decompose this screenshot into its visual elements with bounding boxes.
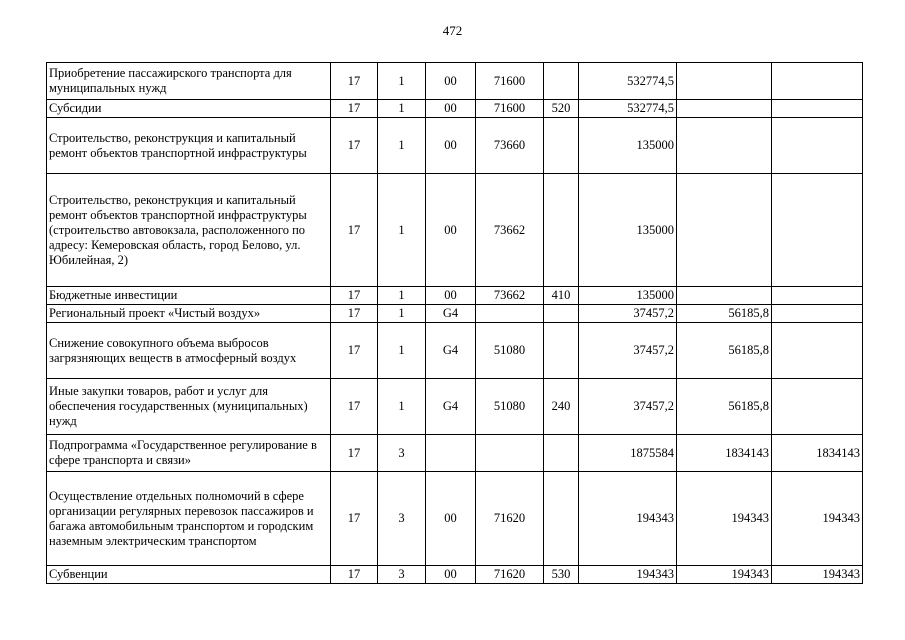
page-number: 472 bbox=[442, 23, 463, 38]
amount-year2-cell: 56185,8 bbox=[677, 323, 772, 379]
event-code-cell: 00 bbox=[426, 118, 476, 174]
subprogram-code-cell: 1 bbox=[378, 118, 426, 174]
subprogram-code-cell: 1 bbox=[378, 305, 426, 323]
direction-code-cell: 73662 bbox=[476, 174, 544, 287]
direction-code-cell: 71600 bbox=[476, 100, 544, 118]
direction-code-cell: 71620 bbox=[476, 472, 544, 566]
direction-code-cell: 73662 bbox=[476, 287, 544, 305]
amount-year2-cell bbox=[677, 63, 772, 100]
section-code-cell: 17 bbox=[331, 379, 378, 435]
section-code-cell: 17 bbox=[331, 100, 378, 118]
table-body bbox=[47, 63, 863, 584]
expense-type-cell bbox=[544, 435, 579, 472]
row-name-cell: Приобретение пассажирского транспорта для муниципальных нужд bbox=[47, 63, 331, 100]
event-code-cell: 00 bbox=[426, 472, 476, 566]
amount-year2-cell: 1834143 bbox=[677, 435, 772, 472]
amount-year1-cell: 135000 bbox=[579, 174, 677, 287]
amount-year1-cell: 532774,5 bbox=[579, 63, 677, 100]
table-row bbox=[47, 174, 863, 287]
table-row bbox=[47, 566, 863, 584]
amount-year3-cell bbox=[772, 323, 863, 379]
table-row bbox=[47, 63, 863, 100]
direction-code-cell: 51080 bbox=[476, 323, 544, 379]
section-code-cell: 17 bbox=[331, 174, 378, 287]
subprogram-code-cell: 3 bbox=[378, 435, 426, 472]
table-row bbox=[47, 305, 863, 323]
amount-year1-cell: 194343 bbox=[579, 566, 677, 584]
event-code-cell: G4 bbox=[426, 323, 476, 379]
table-row bbox=[47, 287, 863, 305]
direction-code-cell: 71600 bbox=[476, 63, 544, 100]
amount-year3-cell bbox=[772, 174, 863, 287]
amount-year3-cell bbox=[772, 100, 863, 118]
subprogram-code-cell: 1 bbox=[378, 174, 426, 287]
amount-year2-cell bbox=[677, 118, 772, 174]
expense-type-cell bbox=[544, 174, 579, 287]
row-name-cell: Строительство, реконструкция и капитальный ремонт объектов транспортной инфраструктуры bbox=[47, 118, 331, 174]
subprogram-code-cell: 1 bbox=[378, 287, 426, 305]
section-code-cell: 17 bbox=[331, 472, 378, 566]
row-name-cell: Снижение совокупного объема выбросов загрязняющих веществ в атмосферный воздух bbox=[47, 323, 331, 379]
event-code-cell: 00 bbox=[426, 174, 476, 287]
row-name-cell: Осуществление отдельных полномочий в сфере организации регулярных перевозок пассажиров и багажа автомобильным транспортом и городским наземным электрическим транспортом bbox=[47, 472, 331, 566]
expense-type-cell: 520 bbox=[544, 100, 579, 118]
event-code-cell: 00 bbox=[426, 100, 476, 118]
expense-type-cell: 410 bbox=[544, 287, 579, 305]
amount-year1-cell: 37457,2 bbox=[579, 379, 677, 435]
subprogram-code-cell: 3 bbox=[378, 472, 426, 566]
event-code-cell: G4 bbox=[426, 379, 476, 435]
subprogram-code-cell: 3 bbox=[378, 566, 426, 584]
event-code-cell: 00 bbox=[426, 566, 476, 584]
amount-year2-cell bbox=[677, 287, 772, 305]
event-code-cell: 00 bbox=[426, 63, 476, 100]
row-name-cell: Подпрограмма «Государственное регулирование в сфере транспорта и связи» bbox=[47, 435, 331, 472]
amount-year2-cell bbox=[677, 100, 772, 118]
direction-code-cell: 73660 bbox=[476, 118, 544, 174]
row-name-cell: Бюджетные инвестиции bbox=[47, 287, 331, 305]
amount-year3-cell bbox=[772, 379, 863, 435]
table-row bbox=[47, 118, 863, 174]
expense-type-cell bbox=[544, 305, 579, 323]
row-name-cell: Субвенции bbox=[47, 566, 331, 584]
amount-year2-cell bbox=[677, 174, 772, 287]
table-row bbox=[47, 435, 863, 472]
row-name-cell: Региональный проект «Чистый воздух» bbox=[47, 305, 331, 323]
table-row bbox=[47, 379, 863, 435]
expense-type-cell bbox=[544, 472, 579, 566]
expense-type-cell bbox=[544, 118, 579, 174]
amount-year1-cell: 135000 bbox=[579, 287, 677, 305]
section-code-cell: 17 bbox=[331, 118, 378, 174]
section-code-cell: 17 bbox=[331, 323, 378, 379]
direction-code-cell bbox=[476, 435, 544, 472]
amount-year3-cell bbox=[772, 287, 863, 305]
section-code-cell: 17 bbox=[331, 63, 378, 100]
amount-year1-cell: 37457,2 bbox=[579, 305, 677, 323]
amount-year3-cell bbox=[772, 305, 863, 323]
subprogram-code-cell: 1 bbox=[378, 63, 426, 100]
amount-year2-cell: 56185,8 bbox=[677, 379, 772, 435]
direction-code-cell bbox=[476, 305, 544, 323]
event-code-cell: 00 bbox=[426, 287, 476, 305]
subprogram-code-cell: 1 bbox=[378, 323, 426, 379]
amount-year1-cell: 532774,5 bbox=[579, 100, 677, 118]
table-row bbox=[47, 100, 863, 118]
amount-year2-cell: 194343 bbox=[677, 566, 772, 584]
amount-year3-cell bbox=[772, 118, 863, 174]
row-name-cell: Иные закупки товаров, работ и услуг для обеспечения государственных (муниципальных) нужд bbox=[47, 379, 331, 435]
section-code-cell: 17 bbox=[331, 287, 378, 305]
amount-year1-cell: 37457,2 bbox=[579, 323, 677, 379]
budget-table bbox=[46, 62, 863, 584]
expense-type-cell: 530 bbox=[544, 566, 579, 584]
amount-year3-cell: 1834143 bbox=[772, 435, 863, 472]
amount-year1-cell: 135000 bbox=[579, 118, 677, 174]
event-code-cell bbox=[426, 435, 476, 472]
amount-year1-cell: 194343 bbox=[579, 472, 677, 566]
table-row bbox=[47, 472, 863, 566]
amount-year3-cell: 194343 bbox=[772, 472, 863, 566]
amount-year2-cell: 194343 bbox=[677, 472, 772, 566]
amount-year3-cell: 194343 bbox=[772, 566, 863, 584]
subprogram-code-cell: 1 bbox=[378, 100, 426, 118]
subprogram-code-cell: 1 bbox=[378, 379, 426, 435]
direction-code-cell: 71620 bbox=[476, 566, 544, 584]
row-name-cell: Строительство, реконструкция и капитальный ремонт объектов транспортной инфраструктуры (строительство автовокзала, расположенного по адресу: Кемеровская область, город Белово, ул. Юбилейная, 2) bbox=[47, 174, 331, 287]
expense-type-cell bbox=[544, 63, 579, 100]
direction-code-cell: 51080 bbox=[476, 379, 544, 435]
row-name-cell: Субсидии bbox=[47, 100, 331, 118]
event-code-cell: G4 bbox=[426, 305, 476, 323]
amount-year1-cell: 1875584 bbox=[579, 435, 677, 472]
amount-year2-cell: 56185,8 bbox=[677, 305, 772, 323]
section-code-cell: 17 bbox=[331, 566, 378, 584]
amount-year3-cell bbox=[772, 63, 863, 100]
expense-type-cell bbox=[544, 323, 579, 379]
section-code-cell: 17 bbox=[331, 305, 378, 323]
section-code-cell: 17 bbox=[331, 435, 378, 472]
table-row bbox=[47, 323, 863, 379]
expense-type-cell: 240 bbox=[544, 379, 579, 435]
